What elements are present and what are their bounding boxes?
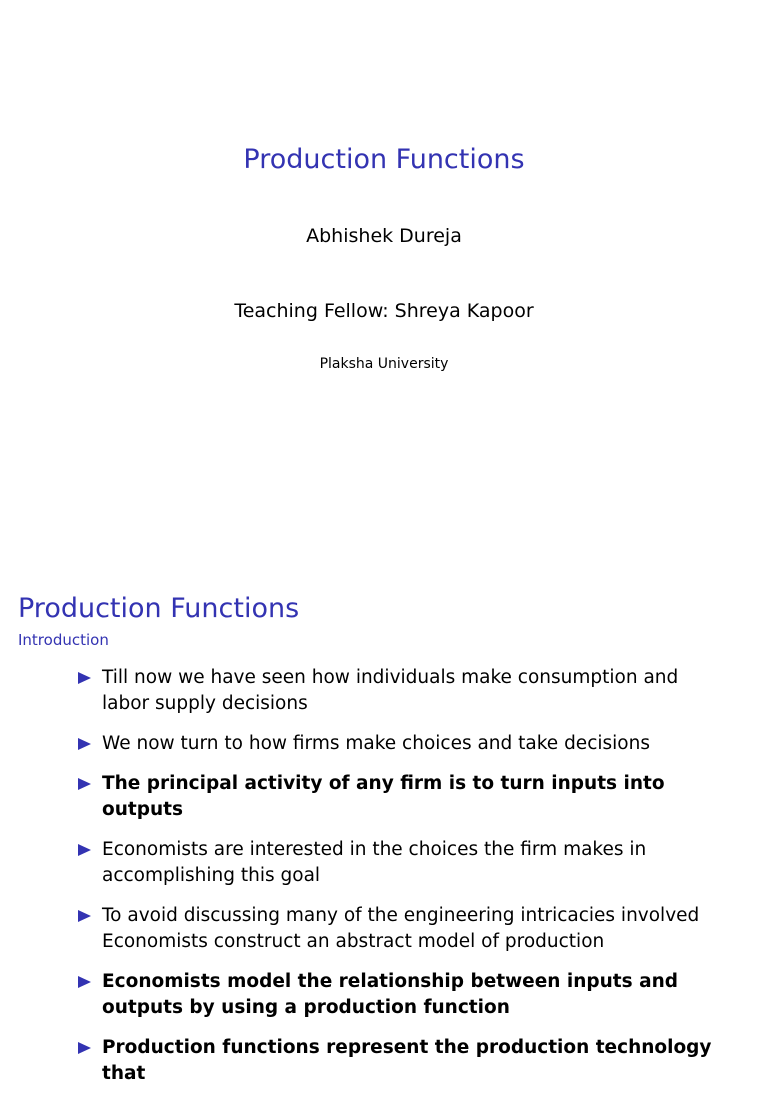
bullet-item <box>76 837 726 889</box>
bullet-item <box>76 903 726 955</box>
bullet-item <box>76 771 726 823</box>
bullet-item <box>76 969 726 1021</box>
bullet-text: To avoid discussing many of the engineering intricacies involved Economists construct an abstract model of production <box>102 905 700 952</box>
bullet-text: The principal activity of any firm is to turn inputs into outputs <box>102 773 665 820</box>
triangle-bullet-icon <box>78 1042 91 1054</box>
bullet-item <box>76 731 726 757</box>
triangle-bullet-icon <box>78 844 91 856</box>
triangle-bullet-icon <box>78 778 91 790</box>
frame-subtitle: Introduction <box>18 631 109 649</box>
author-name: Abhishek Dureja <box>306 225 462 247</box>
triangle-bullet-icon <box>78 738 91 750</box>
bullet-list <box>76 665 726 1101</box>
triangle-bullet-icon <box>78 976 91 988</box>
content-slide <box>0 512 768 1084</box>
presentation-title: Production Functions <box>243 144 525 175</box>
teaching-fellow: Teaching Fellow: Shreya Kapoor <box>234 300 534 322</box>
bullet-text: Economists are interested in the choices the firm makes in accomplishing this goal <box>102 839 647 886</box>
bullet-text: We now turn to how firms make choices and take decisions <box>102 733 650 754</box>
institute-name: Plaksha University <box>319 356 449 372</box>
triangle-bullet-icon <box>78 672 91 684</box>
bullet-text: Economists model the relationship between inputs and outputs by using a production function <box>102 971 678 1018</box>
frame-title: Production Functions <box>18 593 300 624</box>
bullet-item <box>76 665 726 717</box>
title-slide <box>0 0 768 512</box>
bullet-text: Till now we have seen how individuals make consumption and labor supply decisions <box>102 667 679 714</box>
bullet-text: Production functions represent the production technology that <box>102 1037 712 1084</box>
triangle-bullet-icon <box>78 910 91 922</box>
bullet-item <box>76 1035 726 1087</box>
